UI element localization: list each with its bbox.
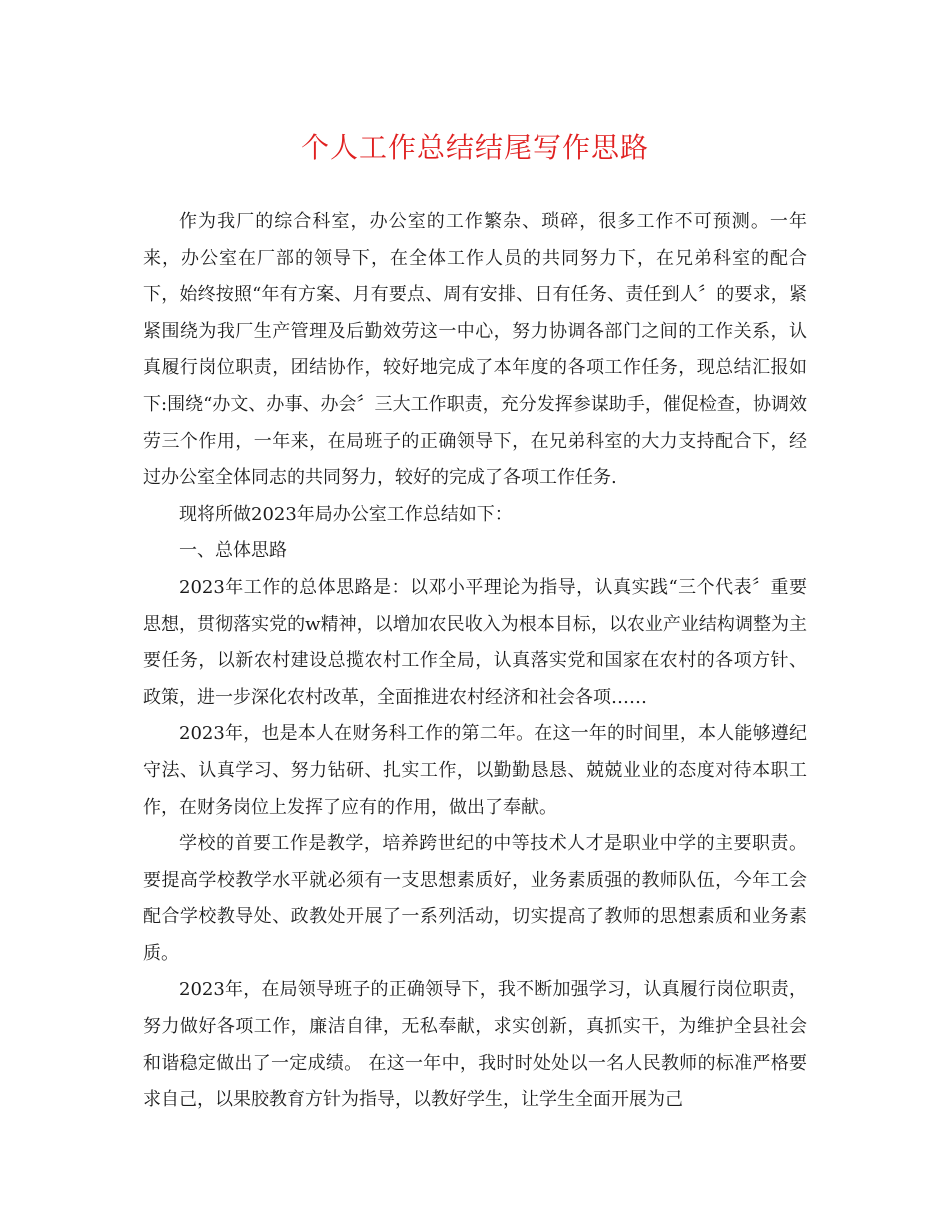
paragraph-leadership-work: 2023年，在局领导班子的正确领导下，我不断加强学习，认真履行岗位职责，努力做好各项工作，廉洁自律，无私奉献，求实创新，真抓实干，为维护全县社会和谐稳定做出了一定成绩。 在这一年中，我时时处处以一名人民教师的标准严格要求自己，以果胶教育方针为指导，以教好学生，让学生全面开展为己 — [143, 979, 807, 1111]
paragraph-school-teaching: 学校的首要工作是教学，培养跨世纪的中等技术人才是职业中学的主要职责。要提高学校教学水平就必须有一支思想素质好，业务素质强的教师队伍，今年工会配合学校教导处、政教处开展了一系列活动，切实提高了教师的思想素质和业务素质。 — [143, 833, 807, 964]
paragraph-intro: 作为我厂的综合科室，办公室的工作繁杂、琐碎，很多工作不可预测。一年来，办公室在厂部的领导下，在全体工作人员的共同努力下，在兄弟科室的配合下，始终按照“年有方案、月有要点、周有安排、日有任务、责任到人〞的要求，紧紧围绕为我厂生产管理及后勤效劳这一中心，努力协调各部门之间的工作关系，认真履行岗位职责，团结协作，较好地完成了本年度的各项工作任务，现总结汇报如下:围绕“办文、办事、办会〞三大工作职责，充分发挥参谋助手，催促检查，协调效劳三个作用，一年来，在局班子的正确领导下，在兄弟科室的大力支持配合下，经过办公室全体同志的共同努力，较好的完成了各项工作任务. — [143, 211, 807, 489]
document-title: 个人工作总结结尾写作思路 — [300, 131, 649, 164]
section-heading-overall-approach: 一、总体思路 — [179, 540, 287, 562]
document-body — [143, 204, 807, 1119]
paragraph-finance-work: 2023年，也是本人在财务科工作的第二年。在这一年的时间里，本人能够遵纪守法、认真学习、努力钻研、扎实工作，以勤勤恳恳、兢兢业业的态度对待本职工作，在财务岗位上发挥了应有的作用，做出了奉献。 — [143, 723, 807, 818]
paragraph-summary-lead: 现将所做2023年局办公室工作总结如下： — [179, 503, 513, 525]
paragraph-overall-approach: 2023年工作的总体思路是：以邓小平理论为指导，认真实践“三个代表〞重要思想，贯彻落实党的w精神，以增加农民收入为根本目标，以农业产业结构调整为主要任务，以新农村建设总揽农村工作全局，认真落实党和国家在农村的各项方针、政策，进一步深化农村改革，全面推进农村经济和社会各项…… — [143, 576, 807, 708]
